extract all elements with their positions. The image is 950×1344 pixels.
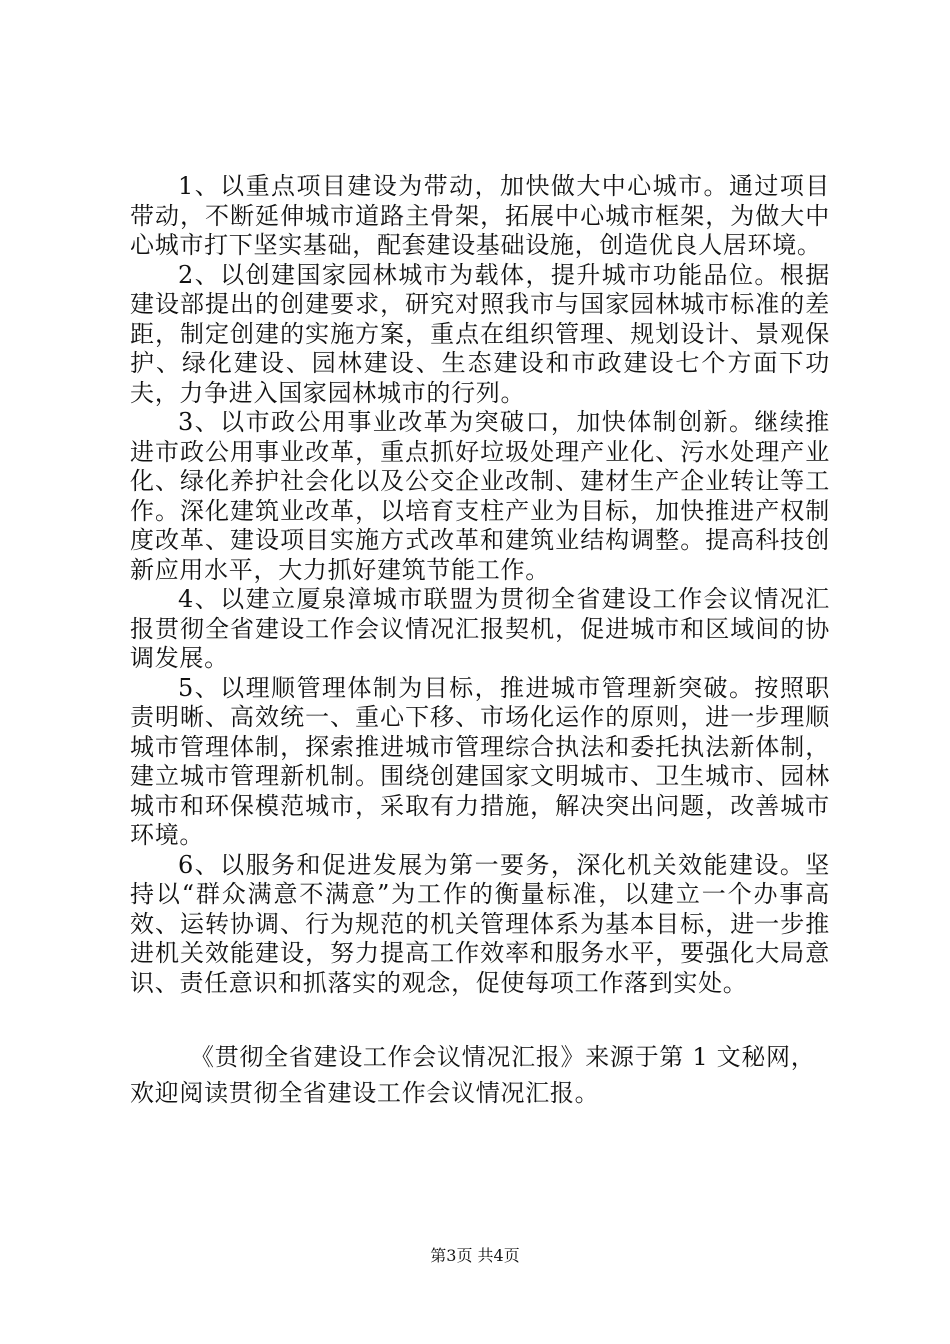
paragraph-item-4: 4、以建立厦泉漳城市联盟为贯彻全省建设工作会议情况汇报贯彻全省建设工作会议情况汇报契机，促进城市和区域间的协调发展。 xyxy=(130,585,830,672)
source-note xyxy=(130,1039,830,1111)
document-body xyxy=(130,172,830,998)
source-line-1: 《贯彻全省建设工作会议情况汇报》来源于第 1 文秘网， xyxy=(190,1043,816,1071)
paragraph-item-1: 1、以重点项目建设为带动，加快做大中心城市。通过项目带动，不断延伸城市道路主骨架，拓展中心城市框架，为做大中心城市打下坚实基础，配套建设基础设施，创造优良人居环境。 xyxy=(130,172,830,259)
paragraph-item-6: 6、以服务和促进发展为第一要务，深化机关效能建设。坚持以“群众满意不满意”为工作的衡量标准，以建立一个办事高效、运转协调、行为规范的机关管理体系为基本目标，进一步推进机关效能建设，努力提高工作效率和服务水平，要强化大局意识、责任意识和抓落实的观念，促使每项工作落到实处。 xyxy=(130,850,830,997)
paragraph-item-2: 2、以创建国家园林城市为载体，提升城市功能品位。根据建设部提出的创建要求，研究对照我市与国家园林城市标准的差距，制定创建的实施方案，重点在组织管理、规划设计、景观保护、绿化建设、园林建设、生态建设和市政建设七个方面下功夫，力争进入国家园林城市的行列。 xyxy=(130,260,830,407)
source-line-2: 欢迎阅读贯彻全省建设工作会议情况汇报。 xyxy=(130,1079,600,1107)
page-number-footer: 第3页 共4页 xyxy=(430,1246,520,1265)
paragraph-item-5: 5、以理顺管理体制为目标，推进城市管理新突破。按照职责明晰、高效统一、重心下移、市场化运作的原则，进一步理顺城市管理体制，探索推进城市管理综合执法和委托执法新体制，建立城市管理新机制。围绕创建国家文明城市、卫生城市、园林城市和环保模范城市，采取有力措施，解决突出问题，改善城市环境。 xyxy=(130,673,830,849)
paragraph-item-3: 3、以市政公用事业改革为突破口，加快体制创新。继续推进市政公用事业改革，重点抓好垃圾处理产业化、污水处理产业化、绿化养护社会化以及公交企业改制、建材生产企业转让等工作。深化建筑业改革，以培育支柱产业为目标，加快推进产权制度改革、建设项目实施方式改革和建筑业结构调整。提高科技创新应用水平，大力抓好建筑节能工作。 xyxy=(130,408,830,584)
